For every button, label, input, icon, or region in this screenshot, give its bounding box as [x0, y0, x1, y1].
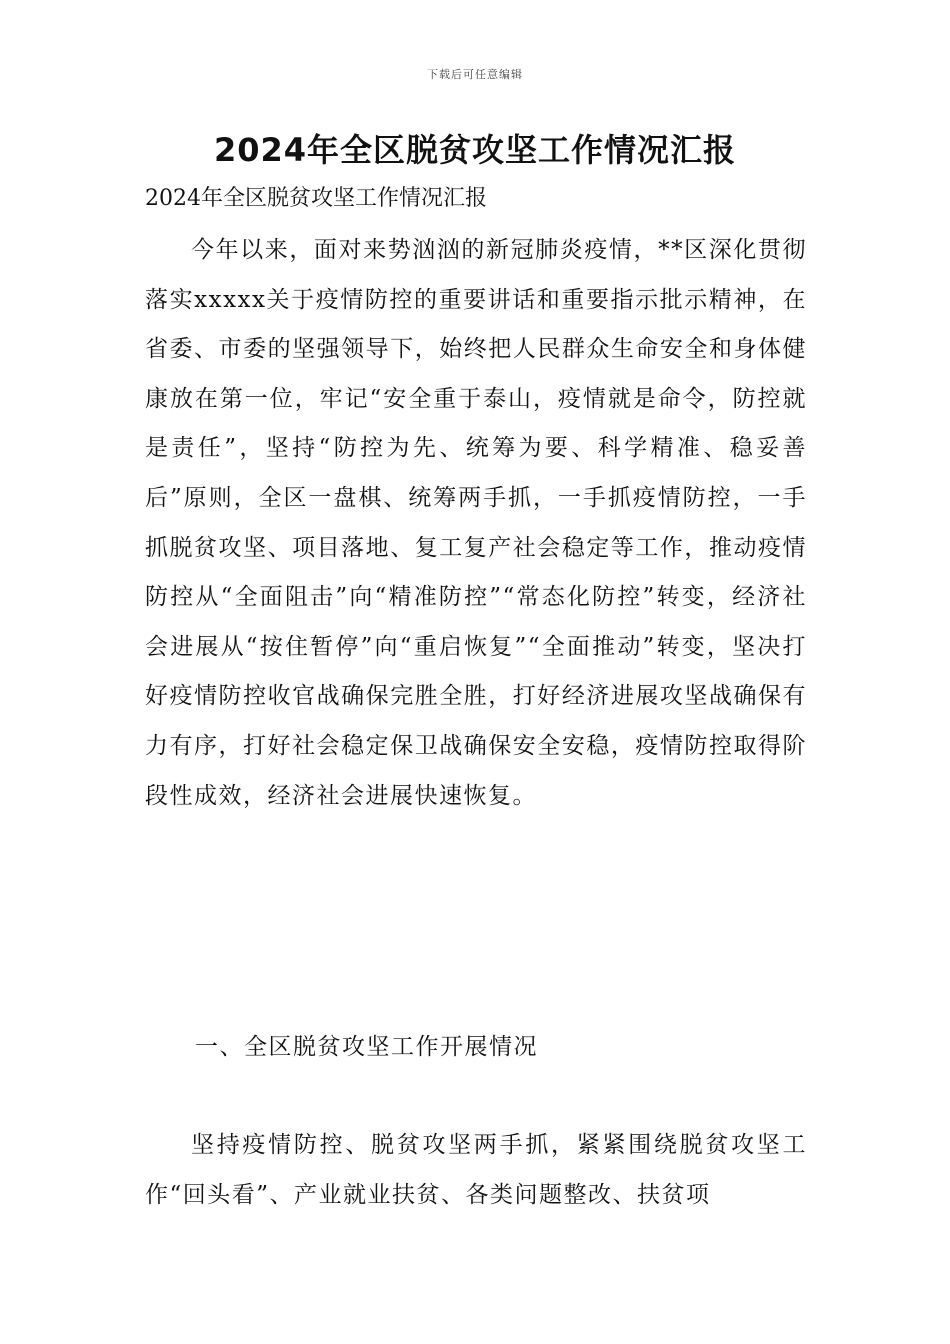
header-note: 下载后可任意编辑 — [427, 68, 523, 81]
document-title: 2024年全区脱贫攻坚工作情况汇报 — [213, 131, 737, 169]
body-paragraph-section-one: 坚持疫情防控、脱贫攻坚两手抓，紧紧围绕脱贫攻坚工作“回头看”、产业就业扶贫、各类问题整改、扶贫项 — [145, 1132, 807, 1208]
section-heading: 一、全区脱贫攻坚工作开展情况 — [195, 1034, 538, 1060]
document-subtitle: 2024年全区脱贫攻坚工作情况汇报 — [145, 186, 487, 211]
body-paragraph-intro: 今年以来，面对来势汹汹的新冠肺炎疫情，**区深化贯彻落实xxxxx关于疫情防控的重要讲话和重要指示批示精神，在省委、市委的坚强领导下，始终把人民群众生命安全和身体健康放在第一位，牢记“安全重于泰山，疫情就是命令，防控就是责任”，坚持“防控为先、统筹为要、科学精准、稳妥善后”原则，全区一盘棋、统筹两手抓，一手抓疫情防控，一手抓脱贫攻坚、项目落地、复工复产社会稳定等工作，推动疫情防控从“全面阻击”向“精准防控”“常态化防控”转变，经济社会进展从“按住暂停”向“重启恢复”“全面推动”转变，坚决打好疫情防控收官战确保完胜全胜，打好经济进展攻坚战确保有力有序，打好社会稳定保卫战确保安全安稳，疫情防控取得阶段性成效，经济社会进展快速恢复。 — [145, 237, 807, 809]
